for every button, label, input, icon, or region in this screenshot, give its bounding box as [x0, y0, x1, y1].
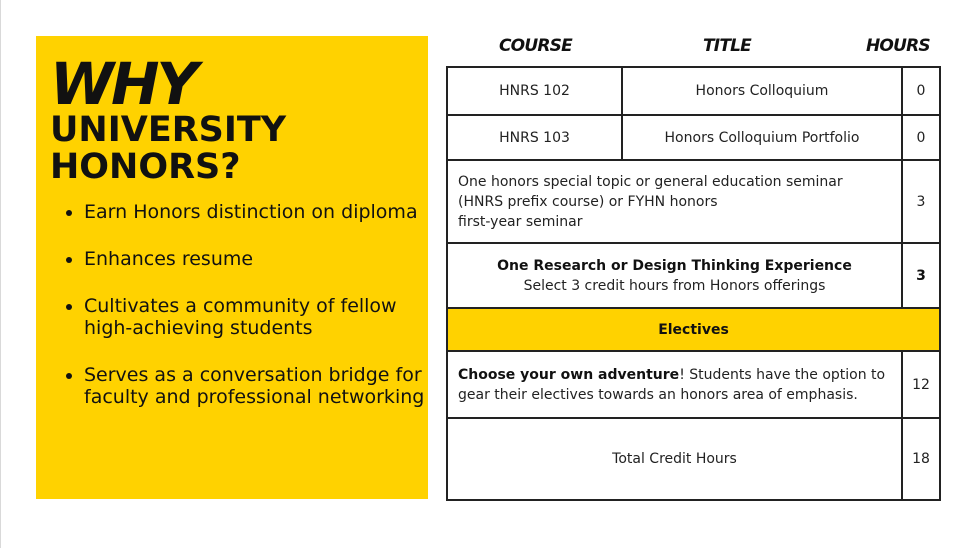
seminar-line: One honors special topic or general education seminar: [458, 173, 843, 190]
why-honors-panel: [36, 36, 428, 499]
course-hours: 0: [902, 67, 940, 115]
benefit-item: • Serves as a conversation bridge for faculty and professional networking: [84, 364, 444, 408]
seminar-requirement: [447, 160, 902, 243]
benefit-item: • Enhances resume: [84, 248, 444, 270]
course-hours: 12: [902, 351, 940, 418]
table-row: [447, 67, 940, 115]
table-row: [447, 308, 940, 351]
electives-header: Electives: [447, 308, 940, 351]
course-hours: 3: [902, 160, 940, 243]
table-row: [447, 351, 940, 418]
course-hours: 3: [902, 243, 940, 308]
heading-university-honors: [50, 112, 286, 186]
benefits-list: [64, 201, 444, 433]
research-title: One Research or Design Thinking Experience: [497, 257, 852, 274]
electives-description: [447, 351, 902, 418]
slide-edge: [0, 0, 1, 548]
research-detail: Select 3 credit hours from Honors offerings: [523, 277, 826, 294]
total-label: Total Credit Hours: [447, 418, 902, 500]
benefit-item: • Cultivates a community of fellow high-achieving students: [84, 295, 444, 339]
total-hours: 18: [902, 418, 940, 500]
column-header-hours: HOURS: [866, 36, 930, 56]
heading-why: WHY: [50, 50, 196, 118]
table-row: [447, 243, 940, 308]
course-code: HNRS 102: [447, 67, 622, 115]
benefit-item: • Earn Honors distinction on diploma: [84, 201, 444, 223]
table-row: [447, 115, 940, 160]
column-header-title: TITLE: [703, 36, 751, 56]
column-header-course: COURSE: [499, 36, 572, 56]
course-title: Honors Colloquium: [622, 67, 902, 115]
research-requirement: [447, 243, 902, 308]
seminar-line: first-year seminar: [458, 213, 583, 230]
electives-text: ! Students have the option to gear their electives towards an honors area of emphasis.: [458, 366, 886, 403]
course-code: HNRS 103: [447, 115, 622, 160]
heading-line-university: UNIVERSITY: [50, 110, 287, 150]
course-hours: 0: [902, 115, 940, 160]
electives-bold: Choose your own adventure: [458, 366, 680, 383]
seminar-line: (HNRS prefix course) or FYHN honors: [458, 193, 718, 210]
course-requirements-table: [446, 66, 939, 501]
heading-line-honors: HONORS?: [50, 147, 241, 187]
table-row: [447, 160, 940, 243]
course-title: Honors Colloquium Portfolio: [622, 115, 902, 160]
table-row: [447, 418, 940, 500]
